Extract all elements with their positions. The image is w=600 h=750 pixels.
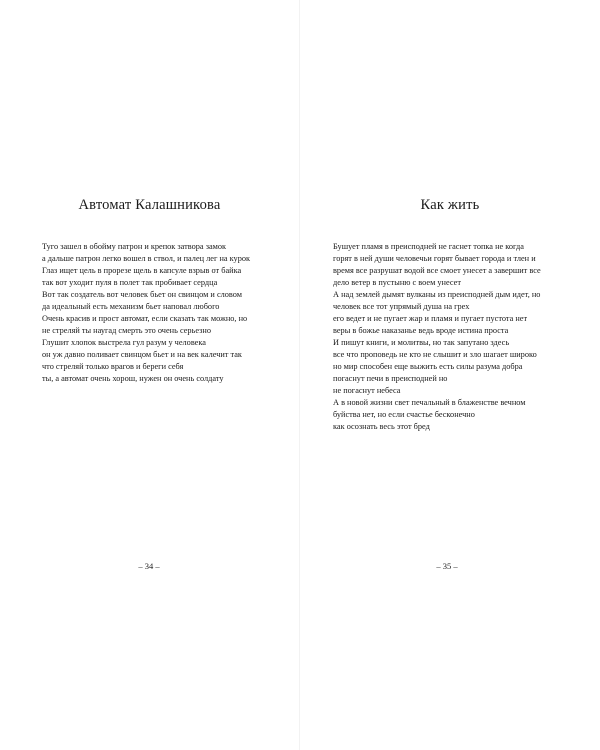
poem-line: его ведет и не пугает жар и пламя и пугает пустота нет bbox=[333, 314, 528, 323]
poem-line: Глаз ищет цель в прорезе щель в капсуле взрыв от байка bbox=[42, 266, 242, 275]
poem-line: Глушит хлопок выстрела гул разум у человека bbox=[42, 338, 206, 347]
poem-line: И пишут книги, и молитвы, но так запутано здесь bbox=[333, 338, 510, 347]
poem-line: ты, а автомат очень хорош, нужен он очень солдату bbox=[42, 374, 224, 383]
poem-line: Туго зашел в обойму патрон и крепок затвора замок bbox=[42, 242, 227, 251]
left-poem-body bbox=[42, 241, 250, 385]
poem-line: что стреляй только врагов и береги себя bbox=[42, 362, 184, 371]
poem-line: так вот уходит пуля в полет так пробивает сердца bbox=[42, 278, 218, 287]
right-page-number: – 35 – bbox=[436, 561, 458, 571]
poem-line: время все разрушат водой все смоет унесет а завершит все bbox=[333, 266, 541, 275]
poem-line: Вот так создатель вот человек бьет он свинцом и словом bbox=[42, 290, 243, 299]
poem-line: А в новой жизни свет печальный в блаженстве вечном bbox=[333, 398, 526, 407]
poem-line: горят в ней души человечьи горят бывает города и тлен и bbox=[333, 254, 536, 263]
poem-line: он уж давно поливает свинцом бьет и на век калечит так bbox=[42, 350, 242, 359]
right-poem-body bbox=[333, 241, 541, 433]
poem-line: да идеальный есть механизм бьет наповал любого bbox=[42, 302, 220, 311]
poem-line: все что проповедь не кто не слышит и зло шагает широко bbox=[333, 350, 537, 359]
poem-line: дело ветер в пустыню с воем унесет bbox=[333, 278, 461, 287]
poem-line: не стреляй ты наугад смерть это очень серьезно bbox=[42, 326, 211, 335]
right-page-title: Как жить bbox=[420, 197, 480, 213]
poem-line: а дальше патрон легко вошел в ствол, и палец лег на курок bbox=[42, 254, 251, 263]
left-page-number: – 34 – bbox=[138, 561, 160, 571]
poem-line: но мир способен еще выжить есть силы разума добра bbox=[333, 362, 523, 371]
left-page bbox=[0, 0, 299, 750]
poem-line: не погаснут небеса bbox=[333, 386, 401, 395]
poem-line: А над землей дымят вулканы из преисподней дым идет, но bbox=[333, 290, 541, 299]
poem-line: погаснут печи в преисподней но bbox=[333, 374, 448, 383]
poem-line: как осознать весь этот бред bbox=[333, 422, 430, 431]
poem-line: человек все тот упрямый душа на грех bbox=[333, 302, 470, 311]
poem-line: Бушует пламя в преисподней не гаснет топка не когда bbox=[333, 242, 524, 251]
poem-line: Очень красив и прост автомат, если сказать так можно, но bbox=[42, 314, 248, 323]
left-page-title: Автомат Калашникова bbox=[78, 197, 221, 213]
poem-line: буйства нет, но если счастье бесконечно bbox=[333, 410, 475, 419]
poem-line: веры в божье наказанье ведь вроде истина проста bbox=[333, 326, 509, 335]
right-page bbox=[300, 0, 600, 750]
